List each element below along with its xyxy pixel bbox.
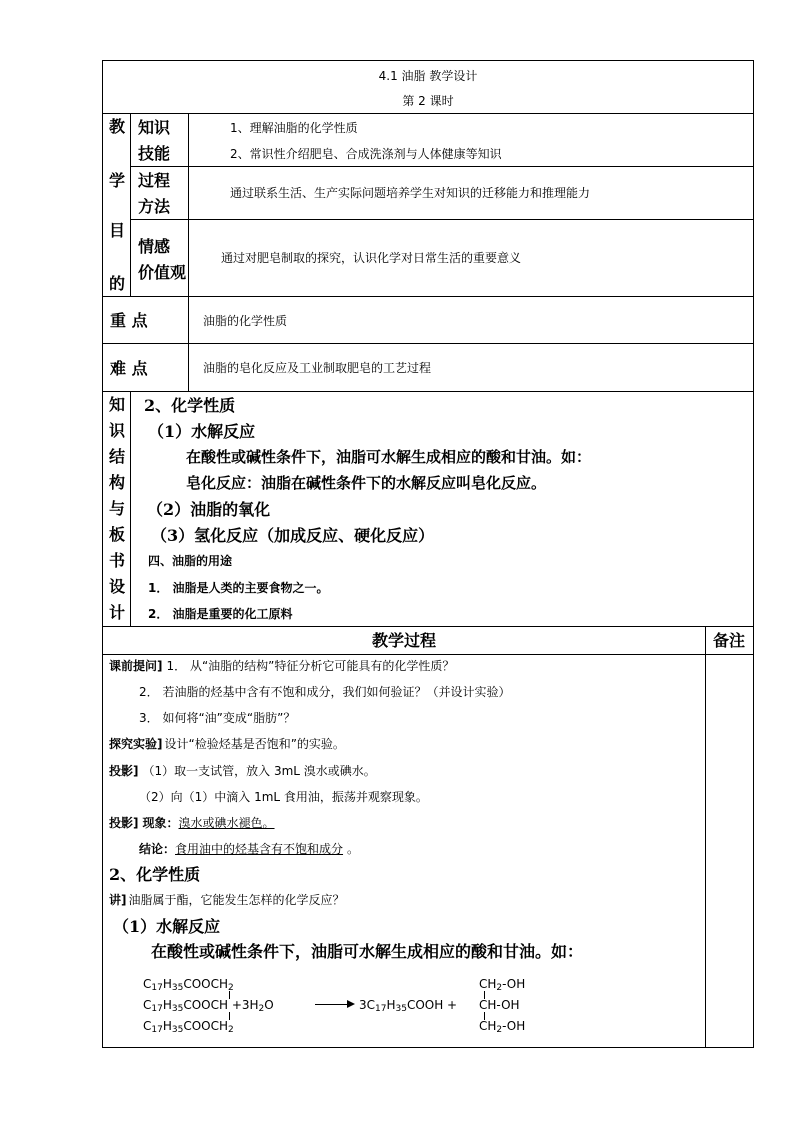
board-line: （2）油脂的氧化 [147,500,271,519]
formula-part: H [162,1019,172,1033]
formula-part: 3C [359,998,376,1012]
lecture-line [109,893,345,907]
divider [103,113,753,114]
board-side-char: 结 [108,447,125,466]
lecture-text: 油脂属于酯，它能发生怎样的化学反应？ [128,893,345,907]
glycerol-row-3 [479,1019,525,1033]
reaction-arrow [315,1004,349,1005]
emotion-text: 通过对肥皂制取的探究，认识化学对日常生活的重要意义 [221,251,522,265]
product-fatty-acid [359,998,457,1012]
explore-experiment [109,737,345,751]
remark-header: 备注 [712,631,745,650]
divider [130,391,131,626]
divider [188,113,189,296]
formula-part: H [162,998,172,1012]
board-side-char: 识 [108,421,125,440]
conclusion-label: 结论： [139,842,176,856]
lecture-label: 讲] [109,893,127,907]
reactant-row-2 [143,998,274,1012]
formula-sub: 17 [151,1004,163,1014]
lesson-period: 第 2 课时 [402,94,454,108]
process-label: 过程 [138,171,171,190]
formula-part: -OH [502,1019,526,1033]
projection-text: （1）取一支试管，放入 3mL 溴水或碘水。 [142,764,376,778]
board-side-char: 构 [108,473,125,492]
knowledge-label: 技能 [138,144,171,163]
divider [130,166,753,167]
formula-sub: 17 [151,1025,163,1035]
divider [103,626,753,627]
board-side-char: 板 [108,525,125,544]
objective-side-char: 学 [108,171,125,190]
arrow-head-icon [347,1000,355,1008]
formula-sub: 2 [258,1004,265,1014]
reactant-row-3 [143,1019,234,1033]
formula-sub: 2 [496,983,503,993]
board-line: 在酸性或碱性条件下，油脂可水解生成相应的酸和甘油。如： [186,448,592,466]
key-point-text: 油脂的化学性质 [203,314,288,328]
divider [103,296,753,297]
projection-label: 投影] [109,764,139,778]
divider [130,219,753,220]
board-side-char: 书 [108,551,125,570]
key-point-label: 重 点 [110,311,148,330]
explore-label: 探究实验] [109,737,163,751]
pre-class-question [109,659,454,673]
conclusion-text: 食用油中的烃基含有不饱和成分 [175,842,344,856]
process-label: 方法 [138,197,171,216]
question-line: 2． 若油脂的烃基中含有不饱和成分，我们如何验证？（并设计实验） [139,685,511,699]
objective-side-char: 目 [108,221,125,240]
formula-sub: 2 [228,983,234,993]
knowledge-line: 1、理解油脂的化学性质 [230,121,358,135]
divider [705,626,706,1048]
glycerol-row-1 [479,977,525,991]
formula-part: H [386,998,396,1012]
formula-sub: 35 [171,983,184,993]
board-line: 2． 油脂是重要的化工原料 [148,607,293,621]
phenomenon-line [109,816,275,830]
board-line: 2、化学性质 [144,396,236,415]
formula-part: COOCH [183,1019,228,1033]
projection-label: 投影] [109,816,139,830]
divider [103,654,753,655]
board-line: （3）氢化反应（加成反应、硬化反应） [151,526,435,545]
board-side-char: 知 [108,395,125,414]
process-header: 教学过程 [371,631,436,650]
formula-part: COOCH [183,977,228,991]
hydrolysis-statement: 在酸性或碱性条件下，油脂可水解生成相应的酸和甘油。如： [151,942,584,961]
question-line: 3． 如何将“油”变成“脂肪”？ [139,711,296,725]
lesson-plan-table [102,60,754,1048]
conclusion-line [139,842,359,856]
glycerol-row-2: CH-OH [479,998,520,1012]
formula-part: O [264,998,274,1012]
board-line: （1）水解反应 [148,422,256,441]
formula-sub: 35 [171,1004,184,1014]
formula-sub: 17 [375,1004,387,1014]
board-line: 四、油脂的用途 [148,554,233,568]
formula-part: C [143,1019,152,1033]
formula-part: CH [479,1019,497,1033]
conclusion-end: 。 [347,842,360,856]
divider [103,343,753,344]
formula-sub: 2 [496,1025,503,1035]
board-line: 1． 油脂是人类的主要食物之一。 [148,581,329,595]
difficulty-label: 难 点 [110,359,148,378]
formula-sub: 35 [395,1004,407,1014]
divider [130,113,131,296]
projection-step-2: （2）向（1）中滴入 1mL 食用油，振荡并观察现象。 [139,790,428,804]
emotion-label: 情感 [138,237,171,256]
document-title: 4.1 油脂 教学设计 [378,69,478,83]
pre-class-question-text: 1． 从“油脂的结构”特征分析它可能具有的化学性质？ [166,659,455,673]
projection-step [109,764,376,778]
formula-part: COOH + [406,998,458,1012]
difficulty-text: 油脂的皂化反应及工业制取肥皂的工艺过程 [203,361,432,375]
formula-sub: 17 [151,983,163,993]
knowledge-line: 2、常识性介绍肥皂、合成洗涤剂与人体健康等知识 [230,147,502,161]
reactant-row-1 [143,977,234,991]
formula-part: C [143,998,152,1012]
objective-side-char: 教 [108,117,125,136]
formula-part: COOCH +3H [183,998,259,1012]
phenomenon-label: 现象： [142,816,179,830]
formula-part: -OH [502,977,526,991]
divider [103,391,753,392]
phenomenon-text: 溴水或碘水褪色。 [178,816,275,830]
board-side-char: 与 [108,499,125,518]
formula-part: H [162,977,172,991]
sub-title: （1）水解反应 [113,917,221,936]
board-line: 皂化反应：油脂在碱性条件下的水解反应叫皂化反应。 [186,474,547,492]
formula-part: C [143,977,152,991]
pre-class-question-label: 课前提问] [109,659,163,673]
section-title: 2、化学性质 [109,865,201,884]
formula-sub: 35 [171,1025,184,1035]
emotion-label: 价值观 [138,263,187,282]
formula-part: CH [479,977,497,991]
objective-side-char: 的 [108,274,125,293]
board-side-char: 计 [108,603,125,622]
formula-sub: 2 [228,1025,234,1035]
process-text: 通过联系生活、生产实际问题培养学生对知识的迁移能力和推理能力 [230,186,591,200]
explore-text: 设计“检验烃基是否饱和”的实验。 [164,737,345,751]
board-side-char: 设 [108,577,125,596]
knowledge-label: 知识 [138,118,171,137]
